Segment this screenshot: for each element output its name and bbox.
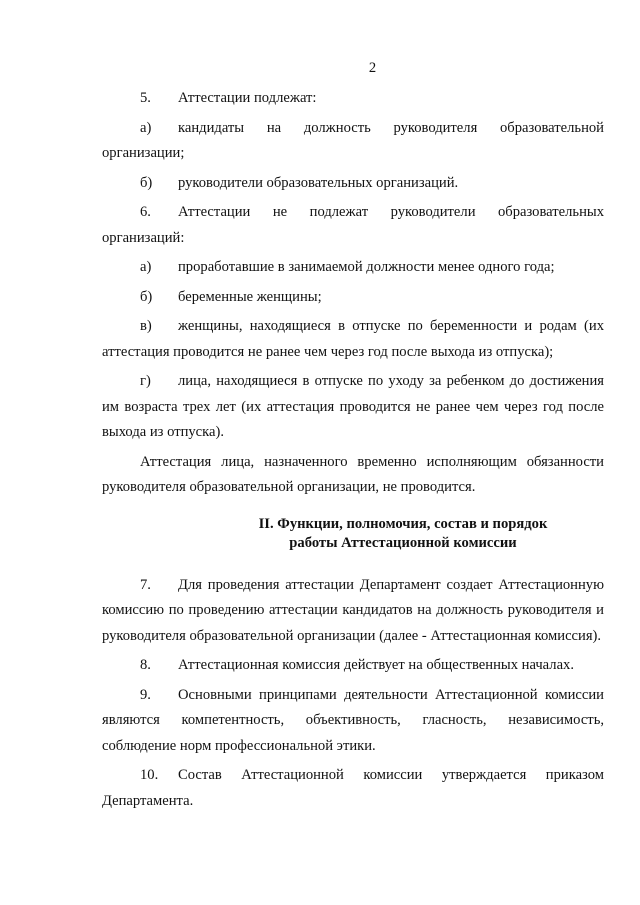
document-body [102, 86, 604, 814]
page-number: 2 [368, 60, 377, 76]
clause-marker: 6. [140, 204, 151, 220]
clause-6-b [102, 285, 604, 311]
note-paragraph: Аттестация лица, назначенного временно исполняющим обязанности руководителя образовательной организации, не проводится. [102, 453, 604, 495]
clause-text: Аттестации подлежат: [178, 90, 317, 106]
clause-marker: 10. [140, 767, 159, 783]
clause-8 [102, 653, 604, 679]
clause-text: Для проведения аттестации Департамент создает Аттестационную комиссию по проведению аттестации кандидатов на должность руководителя и руководителя образовательной организации (далее - Аттестационная комиссия). [102, 576, 604, 644]
clause-marker: а) [140, 119, 152, 136]
clause-text: Состав Аттестационной комиссии утверждается приказом Департамента. [102, 767, 604, 809]
clause-text: проработавшие в занимаемой должности менее одного года; [178, 259, 555, 275]
clause-6-v [102, 314, 604, 365]
clause-5-a [102, 116, 604, 167]
clause-5-b [102, 171, 604, 197]
clause-text: Аттестации не подлежат руководители образовательных организаций: [102, 204, 604, 246]
clause-text: Основными принципами деятельности Аттестационной комиссии являются компетентность, объективность, гласность, независимость, соблюдение норм профессиональной этики. [102, 686, 604, 754]
clause-text: кандидаты на должность руководителя образовательной организации; [102, 119, 604, 161]
clause-marker: 7. [140, 576, 151, 593]
clause-text: лица, находящиеся в отпуске по уходу за ребенком до достижения им возраста трех лет (их аттестация проводится не ранее чем через год после выхода из отпуска). [102, 373, 604, 440]
clause-marker: 8. [140, 657, 151, 673]
clause-marker: а) [140, 259, 152, 275]
clause-6-g [102, 369, 604, 446]
clause-marker: 9. [140, 686, 151, 703]
section-title-line-1: II. Функции, полномочия, состав и порядок [258, 515, 548, 532]
section-title-line-2: работы Аттестационной комиссии [289, 534, 517, 551]
clause-10 [102, 763, 604, 814]
clause-marker: в) [140, 318, 152, 334]
clause-6 [102, 200, 604, 251]
clause-marker: б) [140, 174, 153, 191]
clause-text: Аттестационная комиссия действует на общественных началах. [178, 657, 574, 673]
clause-9 [102, 683, 604, 760]
clause-marker: 5. [140, 90, 151, 106]
clause-text: беременные женщины; [178, 288, 322, 305]
clause-7 [102, 573, 604, 650]
clause-6-a [102, 255, 604, 281]
clause-text: руководители образовательных организаций. [178, 174, 459, 191]
clause-marker: б) [140, 288, 153, 305]
clause-marker: г) [140, 373, 151, 389]
clause-5 [102, 86, 604, 112]
clause-text: женщины, находящиеся в отпуске по беременности и родам (их аттестация проводится не ранее чем через год после выхода из отпуска); [102, 318, 604, 360]
section-heading [102, 515, 604, 553]
